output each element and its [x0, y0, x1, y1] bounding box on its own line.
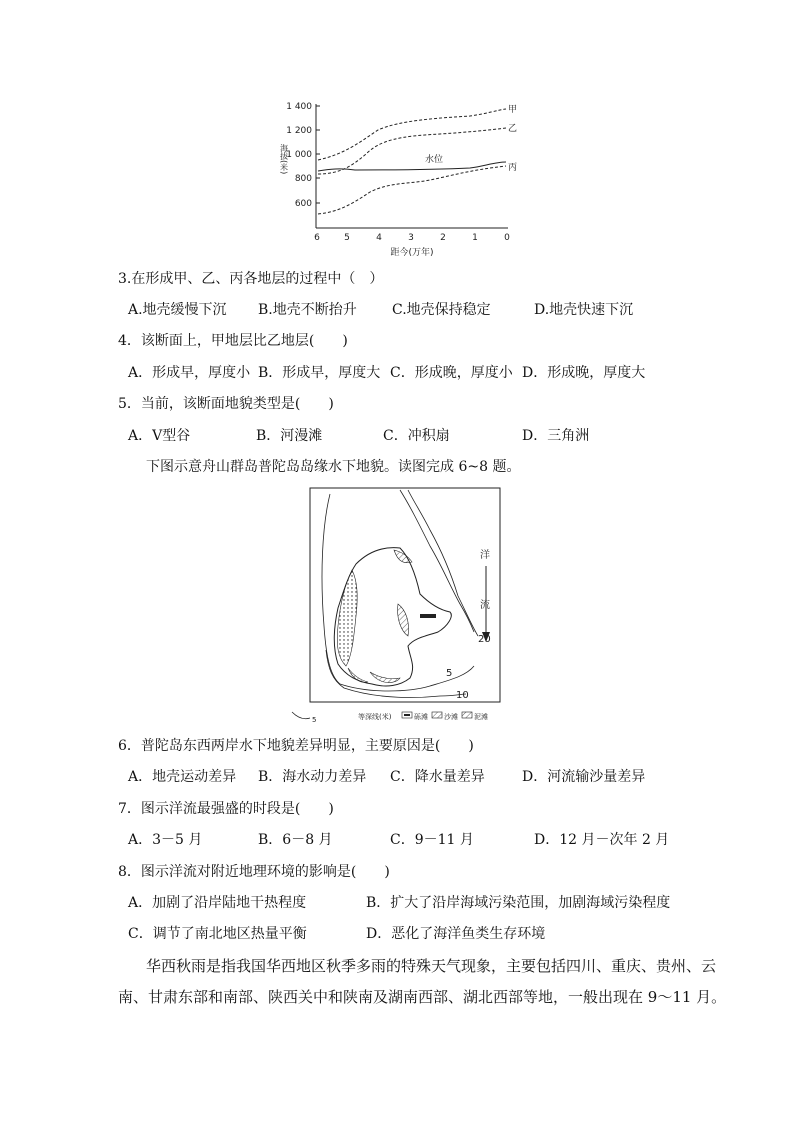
layer-jia-curve [318, 109, 506, 160]
legend-contour-number: 5 [312, 716, 317, 724]
question-3-stem: 3.在形成甲、乙、丙各地层的过程中（ ） [118, 271, 384, 287]
layer-bing-curve [318, 166, 506, 214]
passage-line-1: 华西秋雨是指我国华西地区秋季多雨的特殊天气现象，主要包括四川、重庆、贵州、云 [146, 957, 717, 975]
passage-line-2: 南、甘肃东部和南部、陕西关中和陕南及湖南西部、湖北西部等地，一般出现在 9～11 月。 [118, 988, 727, 1006]
question-8-option-b[interactable]: B．扩大了沿岸海域污染范围，加剧海域污染程度 [366, 895, 671, 911]
depth-5-label: 5 [446, 668, 453, 679]
question-7-option-a[interactable]: A．3－5 月 [128, 832, 203, 848]
x-tick: 0 [504, 233, 510, 243]
question-5-option-d[interactable]: D．三角洲 [522, 428, 590, 444]
question-5-option-b[interactable]: B．河漫滩 [256, 428, 323, 444]
question-3-option-a[interactable]: A.地壳缓慢下沉 [128, 302, 227, 318]
question-5-stem: 5．当前，该断面地貌类型是( ) [118, 396, 334, 412]
question-7-option-c[interactable]: C．9－11 月 [390, 832, 474, 848]
legend-contour: 等深线(米) [358, 713, 392, 721]
question-4-option-b[interactable]: B．形成早，厚度大 [258, 365, 381, 381]
x-tick: 5 [344, 233, 350, 243]
question-6-stem: 6．普陀岛东西两岸水下地貌差异明显，主要原因是( ) [118, 738, 474, 754]
question-5-option-a[interactable]: A．V型谷 [128, 428, 191, 444]
label-water: 水位 [425, 155, 444, 165]
question-7-option-d[interactable]: D．12 月－次年 2 月 [534, 832, 670, 848]
question-8-option-d[interactable]: D．恶化了海洋鱼类生存环境 [366, 926, 546, 942]
map-intro: 下图示意舟山群岛普陀岛岛缘水下地貌。读图完成 6~8 题。 [146, 459, 521, 475]
question-3-option-d[interactable]: D.地壳快速下沉 [534, 302, 634, 318]
y-tick: 600 [294, 199, 312, 209]
question-6-option-a[interactable]: A．地壳运动差异 [128, 769, 237, 785]
depth-20-label: 20 [478, 634, 491, 645]
legend-sand: 沙滩 [444, 713, 458, 721]
elevation-chart [270, 96, 530, 262]
current-label-1: 洋 [480, 550, 490, 561]
question-7-stem: 7．图示洋流最强盛的时段是( ) [118, 801, 334, 817]
x-tick: 2 [440, 233, 446, 243]
question-3-option-b[interactable]: B.地壳不断抬升 [258, 302, 357, 318]
y-tick: 1 400 [286, 102, 312, 112]
x-tick: 1 [472, 233, 478, 243]
question-4-option-d[interactable]: D．形成晚，厚度大 [522, 365, 646, 381]
label-bing: 丙 [508, 163, 518, 173]
x-axis-label: 距今(万年) [390, 248, 434, 258]
question-8-stem: 8．图示洋流对附近地理环境的影响是( ) [118, 864, 390, 880]
current-label-2: 流 [480, 600, 490, 611]
question-8-option-c[interactable]: C．调节了南北地区热量平衡 [128, 926, 307, 942]
legend-mud: 泥滩 [474, 713, 488, 721]
question-5-option-c[interactable]: C．冲积扇 [383, 428, 450, 444]
question-7-option-b[interactable]: B．6－8 月 [258, 832, 333, 848]
question-6-option-d[interactable]: D．河流输沙量差异 [522, 769, 646, 785]
question-4-option-c[interactable]: C．形成晚，厚度小 [390, 365, 513, 381]
question-8-option-a[interactable]: A．加剧了沿岸陆地干热程度 [128, 895, 307, 911]
x-tick: 4 [376, 233, 382, 243]
question-6-option-c[interactable]: C．降水量差异 [390, 769, 485, 785]
question-6-option-b[interactable]: B．海水动力差异 [258, 769, 367, 785]
depth-10-label: 10 [456, 690, 469, 701]
question-3-option-c[interactable]: C.地壳保持稳定 [392, 302, 491, 318]
y-tick: 1 200 [286, 126, 312, 136]
label-jia: 甲 [508, 105, 518, 115]
y-axis-label: 海拔(米) [279, 144, 289, 175]
y-tick: 1 000 [286, 150, 312, 160]
x-tick: 6 [314, 233, 320, 243]
putuo-island-map [290, 486, 506, 728]
question-4-stem: 4．该断面上，甲地层比乙地层( ) [118, 333, 348, 349]
question-4-option-a[interactable]: A．形成早，厚度小 [128, 365, 251, 381]
legend-gravel: 砾滩 [414, 713, 428, 721]
label-yi: 乙 [508, 124, 518, 134]
x-tick: 3 [408, 233, 414, 243]
y-tick: 800 [294, 174, 312, 184]
